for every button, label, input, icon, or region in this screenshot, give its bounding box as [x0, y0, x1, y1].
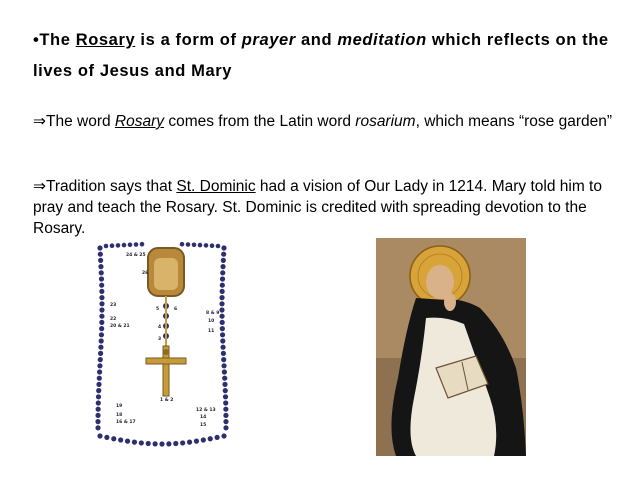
rosary-bead: [96, 400, 101, 405]
rosary-bead: [97, 376, 102, 381]
rosary-bead: [180, 440, 185, 445]
para2-text-1: Tradition says that: [46, 178, 177, 195]
rosary-label: 24 & 25: [126, 253, 146, 258]
rosary-label: 8 & 9: [206, 311, 220, 316]
title-bullet-text: •The: [33, 31, 76, 49]
rosary-bead: [187, 440, 192, 445]
rosary-bead: [220, 326, 225, 331]
rosary-bead: [132, 440, 137, 445]
rosary-bead: [98, 258, 103, 263]
rosary-bead: [219, 307, 224, 312]
rosary-bead: [99, 301, 104, 306]
rosary-bead: [97, 245, 102, 250]
rosary-bead: [159, 441, 164, 446]
rosary-bead: [223, 388, 228, 393]
rosary-label: 5: [156, 307, 160, 312]
rosary-bead: [186, 242, 191, 247]
rosary-bead: [139, 440, 144, 445]
para1-rosarium: rosarium: [355, 113, 416, 130]
rosary-bead: [98, 351, 103, 356]
title-meditation: meditation: [337, 31, 427, 49]
slide-title: [33, 25, 623, 87]
rosary-bead: [220, 338, 225, 343]
rosary-bead: [216, 244, 221, 249]
crucifix-head: [163, 349, 169, 355]
rosary-bead: [99, 276, 104, 281]
rosary-label: 20 & 21: [110, 324, 130, 329]
rosary-bead: [173, 441, 178, 446]
rosary-bead: [221, 363, 226, 368]
implies-arrow-icon: ⇒: [33, 113, 46, 130]
rosary-bead: [223, 400, 228, 405]
para1-rosary: Rosary: [114, 113, 165, 130]
rosary-label: 26: [142, 271, 149, 276]
rosary-bead: [99, 320, 104, 325]
rosary-label: 16 & 17: [116, 420, 136, 425]
rosary-bead: [97, 363, 102, 368]
rosary-bead: [128, 243, 133, 248]
rosary-bead: [99, 338, 104, 343]
rosary-diagram-image: [86, 240, 236, 450]
rosary-bead: [122, 243, 127, 248]
rosary-bead: [96, 388, 101, 393]
rosary-bead: [134, 242, 139, 247]
st-dominic-painting-image: [376, 238, 526, 456]
crucifix-horizontal: [146, 358, 186, 364]
rosary-bead: [98, 357, 103, 362]
rosary-bead: [219, 295, 224, 300]
para2-st-dominic: St. Dominic: [176, 178, 256, 195]
rosary-label: 15: [200, 423, 207, 428]
rosary-bead: [104, 244, 109, 249]
rosary-bead: [221, 252, 226, 257]
rosary-bead: [98, 264, 103, 269]
rosary-bead: [96, 382, 101, 387]
rosary-bead: [221, 245, 226, 250]
rosary-bead: [223, 413, 228, 418]
rosary-bead: [95, 419, 100, 424]
rosary-bead: [116, 243, 121, 248]
rosary-bead: [220, 276, 225, 281]
rosary-bead: [95, 413, 100, 418]
rosary-medal-inner: [154, 258, 178, 290]
rosary-label: 18: [116, 413, 123, 418]
rosary-label: 11: [208, 329, 215, 334]
rosary-bead: [118, 437, 123, 442]
rosary-bead: [99, 295, 104, 300]
rosary-bead: [99, 283, 104, 288]
rosary-bead: [204, 243, 209, 248]
rosary-bead: [219, 314, 224, 319]
rosary-bead: [222, 382, 227, 387]
rosary-bead: [99, 289, 104, 294]
rosary-bead: [99, 270, 104, 275]
rosary-bead: [219, 301, 224, 306]
title-prayer: prayer: [241, 31, 296, 49]
rosary-bead: [99, 307, 104, 312]
rosary-bead: [223, 394, 228, 399]
rosary-bead: [98, 252, 103, 257]
rosary-bead: [146, 441, 151, 446]
rosary-bead: [220, 289, 225, 294]
rosary-bead: [201, 437, 206, 442]
rosary-bead: [111, 436, 116, 441]
rosary-bead: [222, 369, 227, 374]
rosary-bead: [215, 435, 220, 440]
rosary-bead: [223, 425, 228, 430]
rosary-bead: [220, 345, 225, 350]
rosary-label: 14: [200, 415, 207, 420]
rosary-bead: [153, 441, 158, 446]
rosary-label: 23: [110, 303, 117, 308]
rosary-bead: [220, 320, 225, 325]
rosary-bead: [110, 243, 115, 248]
rosary-bead: [99, 326, 104, 331]
hand: [444, 293, 456, 311]
para2-text-2: had a vision of Our Lady in 1214. Mary told him to pray and teach the Rosary. St. Dominic is credited with spreading devotion to the Rosary.: [33, 178, 602, 237]
paragraph-tradition: [33, 176, 623, 239]
rosary-label: 6: [174, 307, 178, 312]
rosary-bead: [223, 407, 228, 412]
rosary-bead: [221, 258, 226, 263]
rosary-bead: [221, 433, 226, 438]
rosary-bead: [221, 351, 226, 356]
rosary-bead: [198, 243, 203, 248]
rosary-bead: [210, 243, 215, 248]
rosary-bead: [97, 433, 102, 438]
para1-text-2: comes from the Latin word: [164, 113, 356, 130]
rosary-bead: [97, 369, 102, 374]
rosary-bead: [220, 332, 225, 337]
title-text-1: is a form of: [135, 31, 242, 49]
rosary-label: 10: [208, 319, 215, 324]
title-text-3: which reflects on the lives of Jesus and Mary: [33, 31, 609, 80]
rosary-label: 1 & 2: [160, 398, 174, 403]
rosary-label: 19: [116, 404, 123, 409]
implies-arrow-icon: ⇒: [33, 178, 46, 195]
rosary-bead: [99, 332, 104, 337]
rosary-bead: [221, 357, 226, 362]
rosary-bead: [96, 394, 101, 399]
rosary-bead: [220, 264, 225, 269]
rosary-bead: [194, 439, 199, 444]
para1-text-1: The word: [46, 113, 115, 130]
rosary-label: 3: [158, 337, 162, 342]
title-text-2: and: [295, 31, 338, 49]
rosary-label: 12 & 13: [196, 408, 216, 413]
title-rosary-link: Rosary: [75, 31, 136, 49]
rosary-bead: [104, 435, 109, 440]
rosary-bead: [208, 436, 213, 441]
paragraph-word-rosary: [33, 111, 623, 132]
para1-text-3: , which means “rose garden”: [415, 113, 612, 130]
rosary-bead: [96, 407, 101, 412]
rosary-bead: [180, 242, 185, 247]
rosary-bead: [220, 270, 225, 275]
rosary-bead: [98, 345, 103, 350]
rosary-label: 4: [158, 325, 162, 330]
rosary-bead: [99, 314, 104, 319]
rosary-bead: [222, 376, 227, 381]
rosary-bead: [95, 425, 100, 430]
rosary-bead: [125, 439, 130, 444]
rosary-bead: [192, 243, 197, 248]
rosary-bead: [220, 283, 225, 288]
rosary-bead: [140, 242, 145, 247]
rosary-label: 22: [110, 317, 117, 322]
rosary-bead: [166, 441, 171, 446]
rosary-bead: [223, 419, 228, 424]
